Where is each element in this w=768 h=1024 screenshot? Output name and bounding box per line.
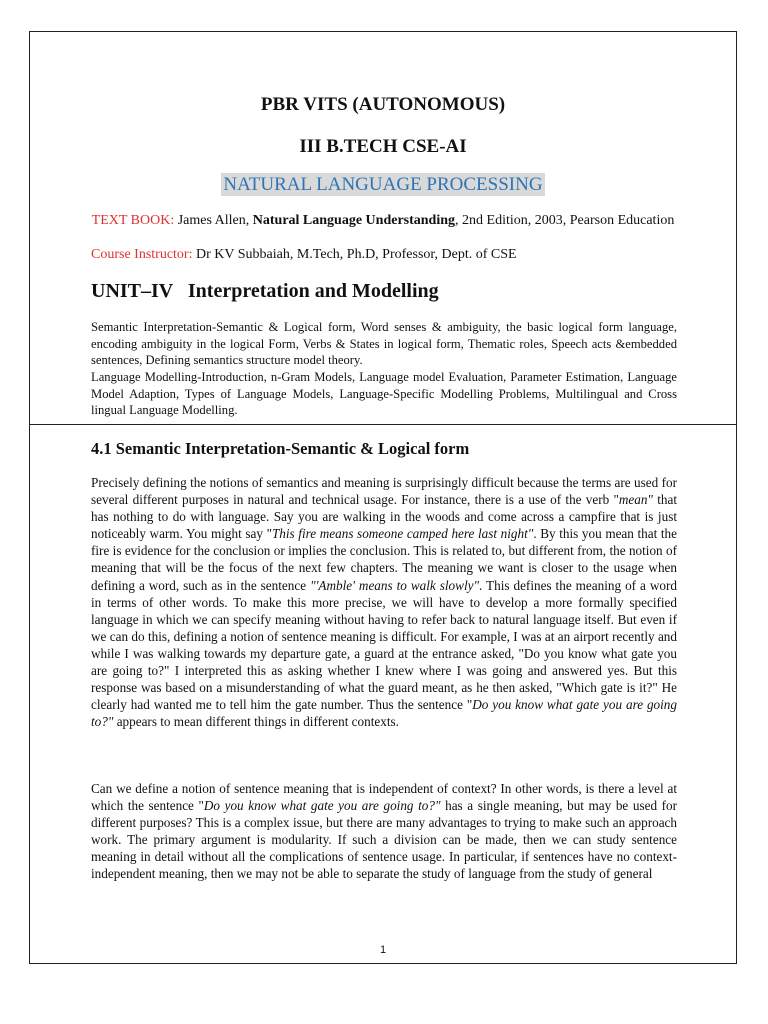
section-divider [29, 424, 737, 425]
p2-text-2: has a single meaning, but may be used for different purposes? This is a complex issue, but there are many advantages to trying to make such an approach work. The primary argument is modularity. If such a division can be made, then we can study sentence meaning in detail without all the complications of sentence usage. In particular, if sentences have no context-independent meaning, then we may not be able to separate the study of language from the study of general [91, 798, 678, 882]
textbook-line [30, 213, 736, 229]
body-paragraph-2 [91, 780, 677, 883]
syllabus-semantic-interpretation: Semantic Interpretation-Semantic & Logical form, Word senses & ambiguity, the basic logical form language, encoding ambiguity in the logical Form, Verbs & States in logical form, Thematic roles, Speech acts &embedded sentences, Defining semantics structure model theory. [91, 320, 677, 368]
textbook-author: James Allen, [174, 213, 253, 228]
section-heading: 4.1 Semantic Interpretation-Semantic & Logical form [91, 439, 470, 458]
p2-text-1: Can we define a notion of sentence meaning that is independent of context? In other words, is there a level at which the sentence " [91, 781, 677, 814]
program-title: III B.TECH CSE-AI [299, 136, 467, 157]
p2-italic-1: Do you know what gate you are going to?" [203, 798, 441, 814]
p1-text-3: . By this you mean that the fire is evidence for the conclusion or implies the conclusion. This is related to, but different from, the notion of meaning that will be the focus of the next few chapters. The meaning we want is closer to the usage when defining a word, such as in the sentence [91, 526, 677, 593]
instructor-line [91, 247, 517, 263]
p1-italic-3: "'Amble' means to walk slowly" [310, 577, 479, 593]
body-paragraph-1 [91, 474, 677, 730]
page-number: 1 [379, 944, 387, 956]
p1-text-4: . This defines the meaning of a word in terms of other words. To make this more precise, we will have to develop a more formally specified language in which we can specify meaning without having to refer back to natural language itself. But even if we can do this, defining a notion of sentence meaning is difficult. For example, I was at an airport recently and while I was walking towards my departure gate, a guard at the entrance asked, "Do you know what gate you are going to?" I interpreted this as asking whether I knew where I was going and answered yes. But this response was based on a misunderstanding of what the guard meant, as he then asked, "Which gate is it?" He clearly had wanted me to tell him the gate number. Thus the sentence " [91, 577, 677, 713]
p1-text-5: appears to mean different things in different contexts. [113, 714, 399, 730]
p1-italic-1: mean" [618, 492, 653, 508]
course-title-highlight: NATURAL LANGUAGE PROCESSING [223, 174, 543, 195]
textbook-title: Natural Language Understanding [252, 213, 456, 228]
institution-title: PBR VITS (AUTONOMOUS) [260, 94, 506, 115]
syllabus-language-modelling: Language Modelling-Introduction, n-Gram Models, Language model Evaluation, Parameter Estimation, Language Model Adaption, Types of Language Models, Language-Specific Modelling Problems, Multilingual and Cross lingual Language Modelling. [91, 370, 677, 418]
p1-text-1: Precisely defining the notions of semantics and meaning is surprisingly difficult because the terms are used for several different purposes in natural and technical usage. For instance, there is a use of the verb " [91, 475, 677, 508]
p1-italic-2: This fire means someone camped here last night" [271, 526, 534, 542]
course-title [30, 174, 736, 196]
textbook-details: , 2nd Edition, 2003, Pearson Education [455, 213, 675, 228]
textbook-label: TEXT BOOK: [91, 213, 175, 228]
unit-heading: UNIT–IV Interpretation and Modelling [91, 280, 439, 302]
instructor-label: Course Instructor: [91, 247, 193, 262]
instructor-name: Dr KV Subbaiah, M.Tech, Ph.D, Professor, Dept. of CSE [192, 247, 517, 262]
p1-text-2: that has nothing to do with language. Say you are walking in the woods and come across a campfire that is just noticeably warm. You might say " [91, 492, 677, 542]
p1-italic-4: Do you know what gate you are going to?" [91, 697, 677, 730]
